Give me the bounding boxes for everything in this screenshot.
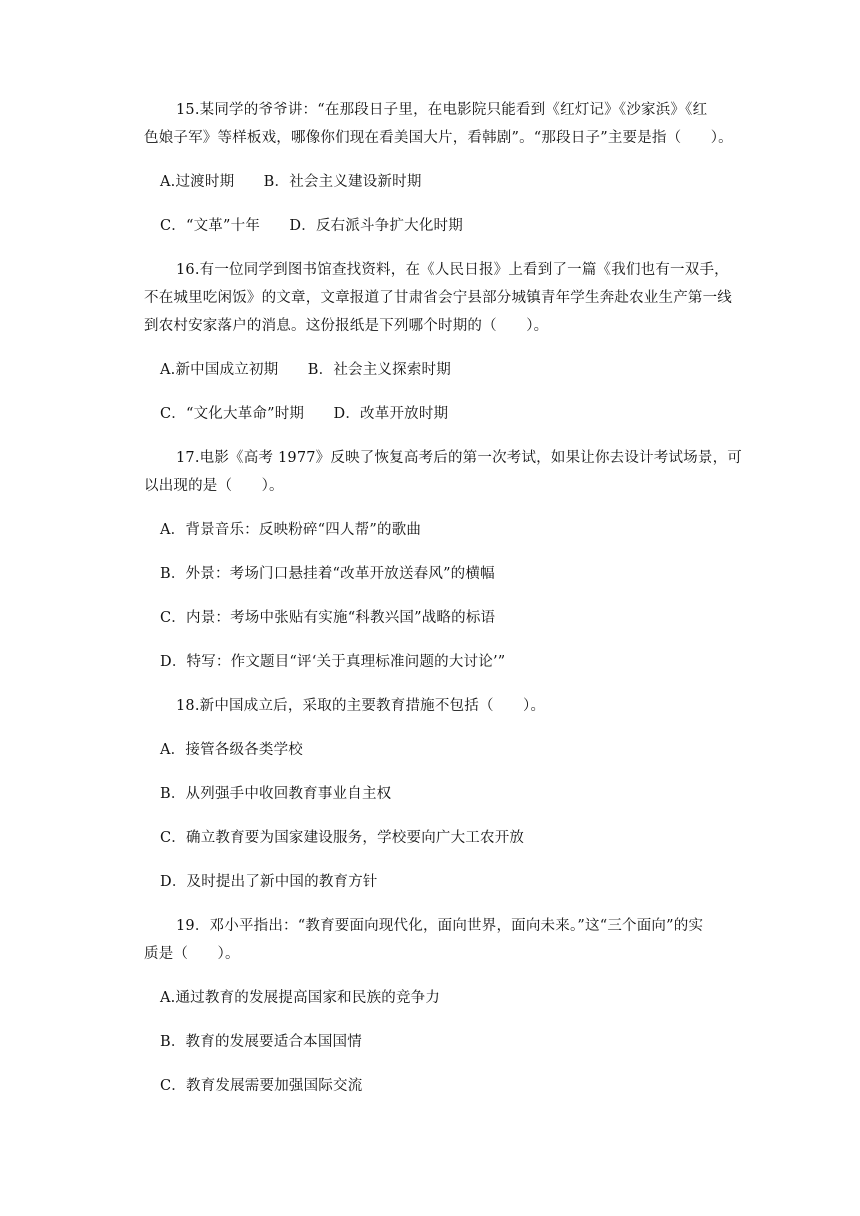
- question-17-option-b: B．外景：考场门口悬挂着“改革开放送春风”的横幅: [160, 566, 495, 582]
- question-19-option-a: A.通过教育的发展提高国家和民族的竞争力: [160, 990, 441, 1006]
- question-15-options-line-2: C．“文革”十年 D．反右派斗争扩大化时期: [160, 218, 463, 234]
- question-17-option-d: D．特写：作文题目“评‘关于真理标准问题的大讨论’”: [160, 654, 506, 670]
- question-15-stem-line-1: 15.某同学的爷爷讲：“在那段日子里，在电影院只能看到《红灯记》《沙家浜》《红: [176, 102, 708, 118]
- question-19-stem-line-2: 质是（ ）。: [144, 946, 240, 962]
- question-17: [144, 444, 742, 676]
- question-15-stem-line-2: 色娘子军》等样板戏，哪像你们现在看美国大片，看韩剧”。“那段日子”主要是指（ ）。: [144, 130, 733, 146]
- question-16: [144, 256, 732, 428]
- question-17-stem-line-1: 17.电影《高考 1977》反映了恢复高考后的第一次考试，如果让你去设计考试场景，可: [176, 450, 742, 466]
- question-19-stem-line-1: 19．邓小平指出：“教育要面向现代化，面向世界，面向未来。”这“三个面向”的实: [176, 918, 704, 934]
- question-15: [144, 96, 733, 240]
- question-16-options-line-2: C．“文化大革命”时期 D．改革开放时期: [160, 406, 449, 422]
- question-18-option-a: A．接管各级各类学校: [160, 742, 303, 758]
- question-18-option-d: D．及时提出了新中国的教育方针: [160, 874, 378, 890]
- question-15-options-line-1: A.过渡时期 B．社会主义建设新时期: [160, 174, 422, 190]
- question-19-option-c: C．教育发展需要加强国际交流: [160, 1078, 363, 1094]
- question-16-options-line-1: A.新中国成立初期 B．社会主义探索时期: [160, 362, 451, 378]
- question-18-stem-line-1: 18.新中国成立后，采取的主要教育措施不包括（ ）。: [176, 698, 546, 714]
- question-list: [144, 96, 742, 1100]
- question-18: [160, 692, 732, 896]
- question-17-option-c: C．内景：考场中张贴有实施“科教兴国”战略的标语: [160, 610, 496, 626]
- question-18-option-c: C．确立教育要为国家建设服务，学校要向广大工农开放: [160, 830, 525, 846]
- question-17-stem-line-2: 以出现的是（ ）。: [144, 478, 284, 494]
- question-18-option-b: B．从列强手中收回教育事业自主权: [160, 786, 392, 802]
- question-16-stem-line-1: 16.有一位同学到图书馆查找资料，在《人民日报》上看到了一篇《我们也有一双手，: [176, 262, 729, 278]
- question-16-stem-line-2: 不在城里吃闲饭》的文章，文章报道了甘肃省会宁县部分城镇青年学生奔赴农业生产第一线: [144, 290, 732, 306]
- question-16-stem-line-3: 到农村安家落户的消息。这份报纸是下列哪个时期的（ ）。: [144, 318, 549, 334]
- question-19-option-b: B．教育的发展要适合本国国情: [160, 1034, 362, 1050]
- question-19: [144, 912, 732, 1100]
- question-17-option-a: A．背景音乐：反映粉碎“四人帮”的歌曲: [160, 522, 422, 538]
